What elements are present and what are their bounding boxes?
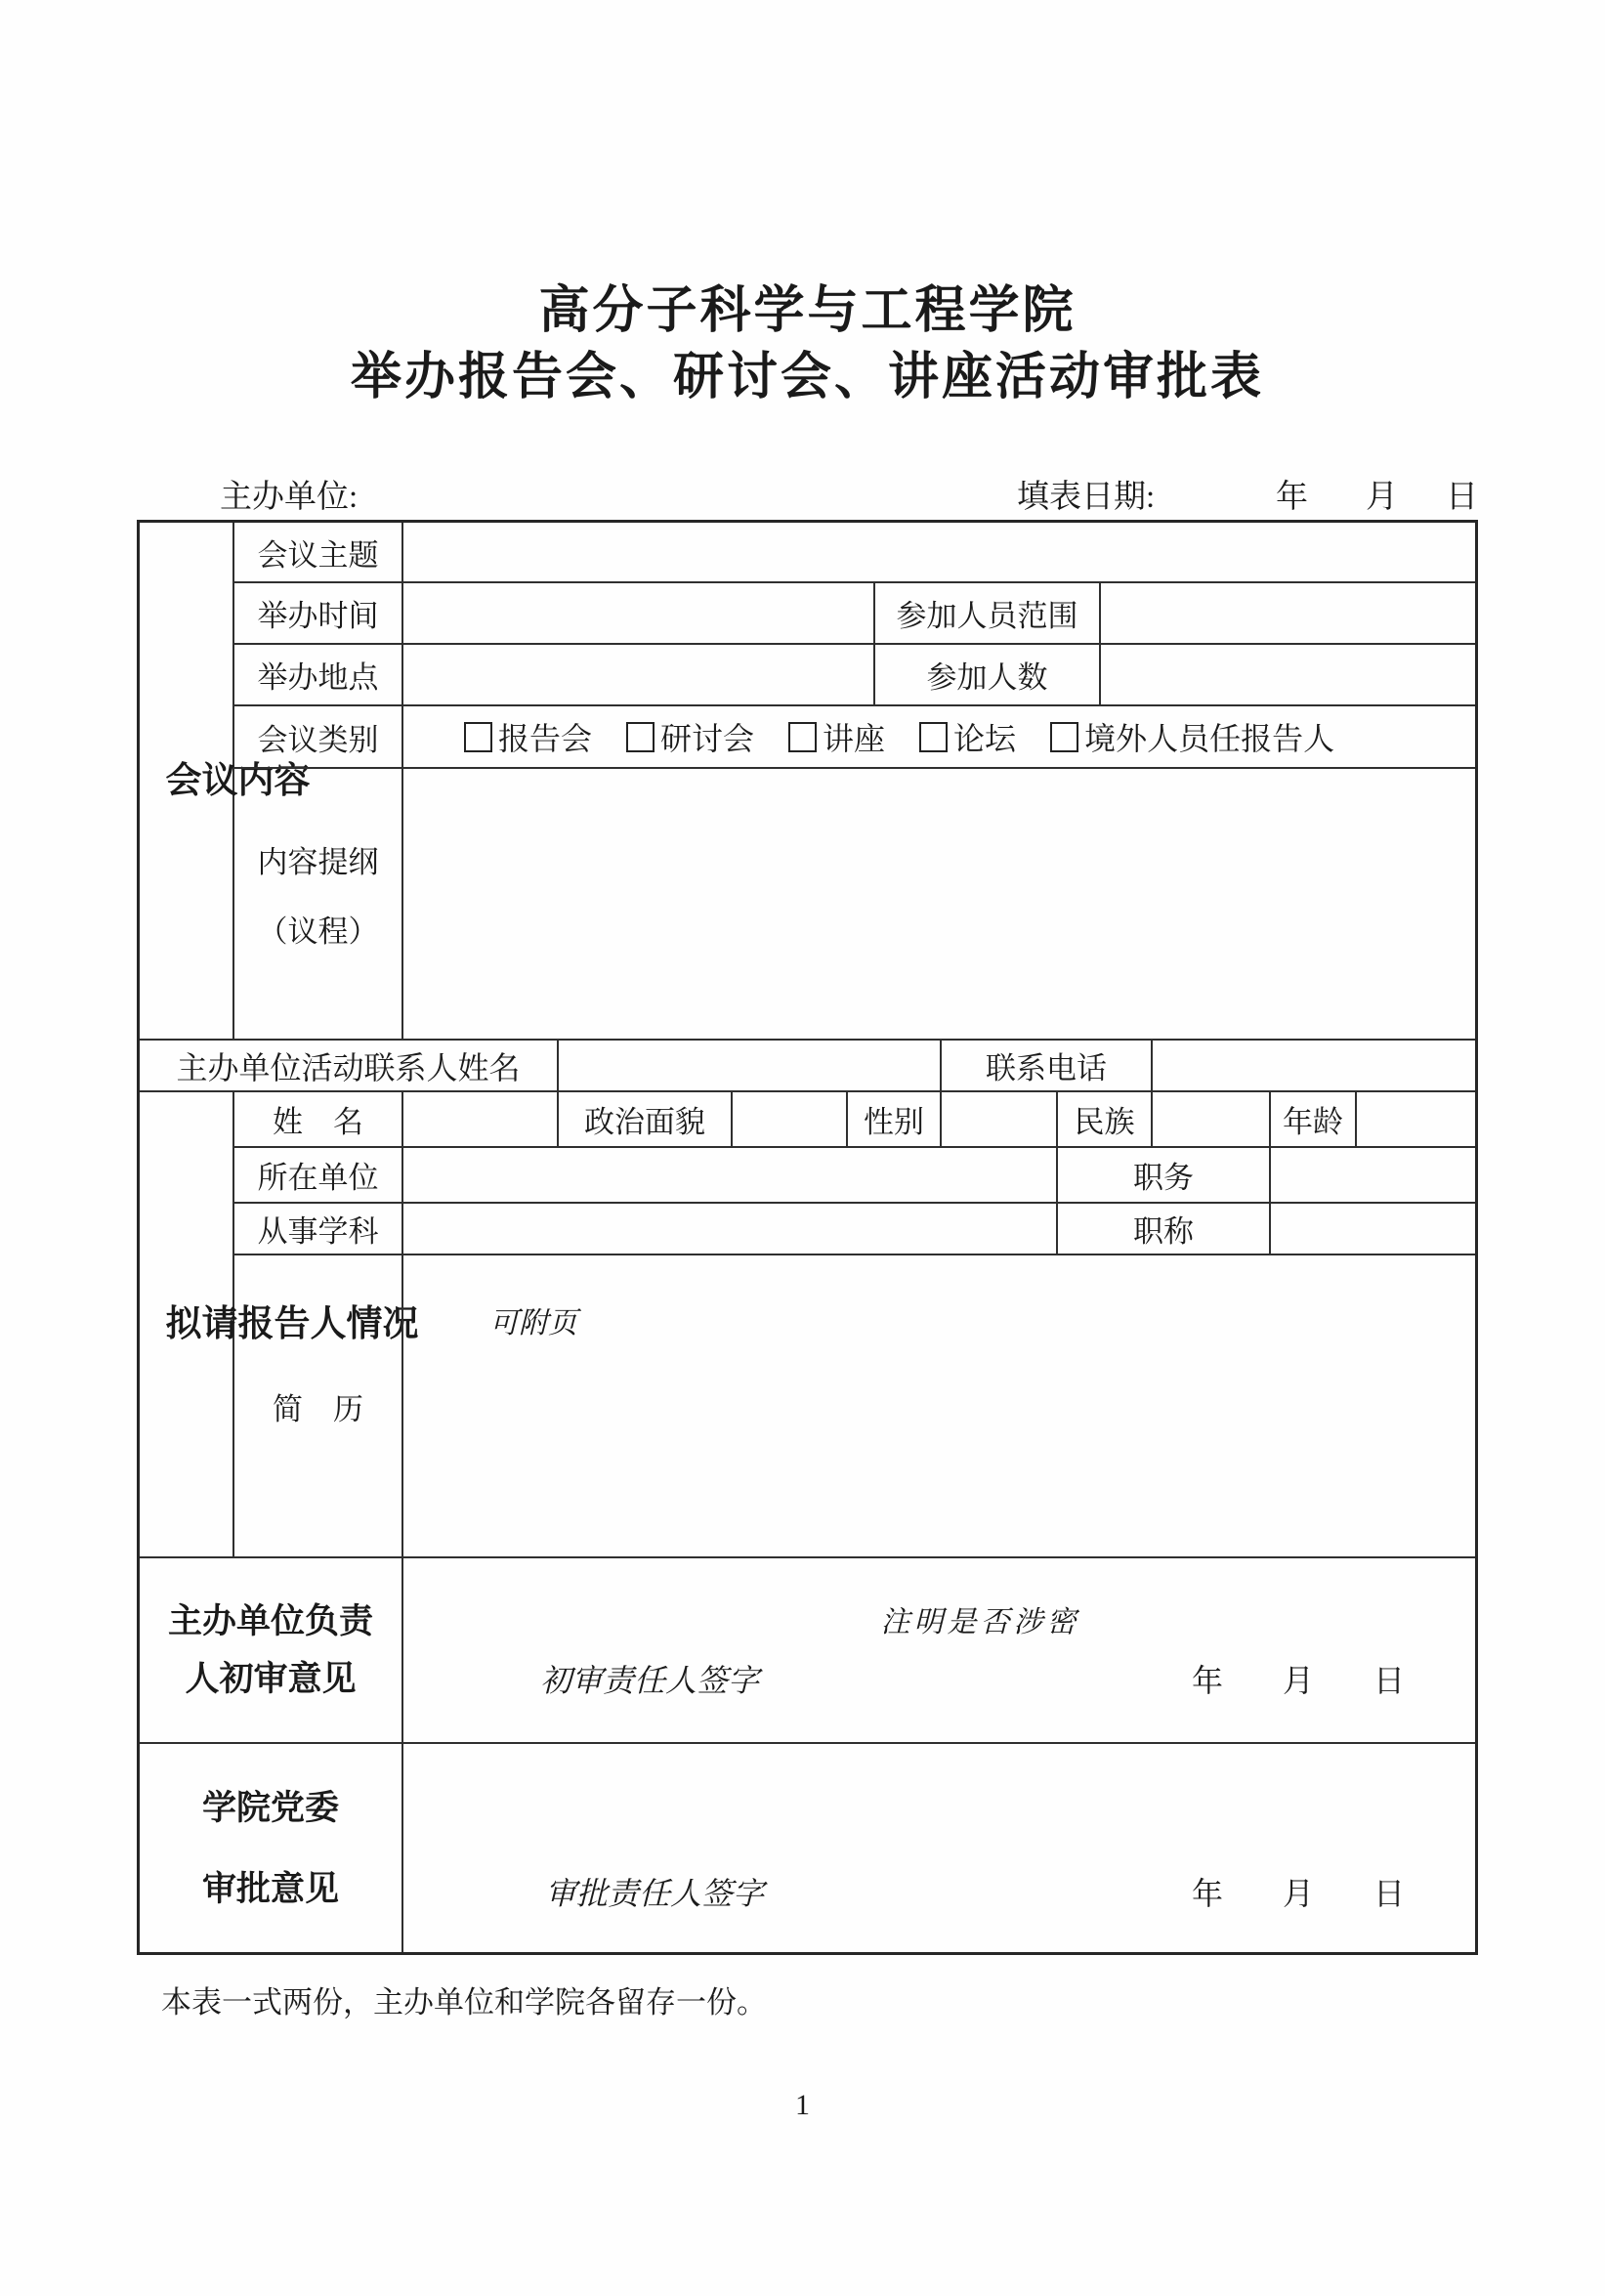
speaker-field-input[interactable] bbox=[403, 1204, 1058, 1255]
meeting-topic-input[interactable] bbox=[403, 523, 1475, 583]
initial-review-day-label: 日 bbox=[1373, 1663, 1405, 1698]
checkbox-icon[interactable] bbox=[919, 722, 948, 752]
approval-label-line2: 审批意见 bbox=[201, 1869, 339, 1908]
fill-date-year-label: 年 bbox=[1276, 480, 1308, 515]
initial-review-month-label: 月 bbox=[1282, 1663, 1314, 1698]
meeting-place-label: 举办地点 bbox=[234, 645, 403, 706]
checkbox-icon[interactable] bbox=[788, 722, 817, 752]
content-outline-label-line1: 内容提纲 bbox=[257, 845, 379, 879]
checkbox-icon[interactable] bbox=[626, 722, 655, 752]
approval-label bbox=[140, 1744, 403, 1952]
checkbox-icon[interactable] bbox=[464, 722, 492, 752]
speaker-unit-label: 所在单位 bbox=[234, 1148, 403, 1204]
speaker-political-input[interactable] bbox=[733, 1092, 848, 1148]
meeting-place-input[interactable] bbox=[403, 645, 875, 706]
contact-name-input[interactable] bbox=[559, 1041, 942, 1092]
approval-sign-row bbox=[545, 1869, 1405, 1914]
meeting-time-input[interactable] bbox=[403, 583, 875, 645]
option-forum[interactable]: 论坛 bbox=[919, 714, 1016, 759]
initial-review-date bbox=[1192, 1656, 1405, 1701]
speaker-resume-label: 简 历 bbox=[234, 1255, 403, 1558]
speaker-ethnic-label: 民族 bbox=[1058, 1092, 1153, 1148]
speaker-title-input[interactable] bbox=[1271, 1204, 1475, 1255]
content-outline-label bbox=[234, 769, 403, 1041]
approval-day-label: 日 bbox=[1373, 1876, 1405, 1911]
approval-month-label: 月 bbox=[1282, 1876, 1314, 1911]
copies-footnote: 本表一式两份，主办单位和学院各留存一份。 bbox=[161, 1985, 767, 2020]
participant-scope-label: 参加人员范围 bbox=[875, 583, 1101, 645]
option-seminar[interactable]: 研讨会 bbox=[626, 714, 754, 759]
meeting-topic-label: 会议主题 bbox=[234, 523, 403, 583]
approval-sign-label: 审批责任人签字 bbox=[545, 1876, 765, 1911]
meeting-time-label: 举办时间 bbox=[234, 583, 403, 645]
participant-count-input[interactable] bbox=[1101, 645, 1475, 706]
page-number: 1 bbox=[795, 2089, 810, 2121]
organizer-input[interactable] bbox=[391, 471, 938, 514]
contact-phone-input[interactable] bbox=[1153, 1041, 1475, 1092]
initial-review-label-line2: 人初审意见 bbox=[185, 1660, 357, 1698]
fill-date-input[interactable] bbox=[1182, 471, 1270, 514]
content-outline-input[interactable] bbox=[403, 769, 1475, 1041]
approval-date bbox=[1192, 1869, 1405, 1914]
contact-name-label: 主办单位活动联系人姓名 bbox=[140, 1041, 559, 1092]
content-outline-label-line2: （议程） bbox=[257, 914, 379, 949]
fill-date-label: 填表日期: bbox=[1017, 480, 1156, 515]
organizer-label: 主办单位: bbox=[220, 480, 359, 515]
speaker-title-label: 职称 bbox=[1058, 1204, 1271, 1255]
initial-review-year-label: 年 bbox=[1191, 1663, 1223, 1698]
initial-review-sign-label: 初审责任人签字 bbox=[540, 1663, 760, 1698]
speaker-age-label: 年龄 bbox=[1271, 1092, 1357, 1148]
form-title-line1: 高分子科学与工程学院 bbox=[538, 282, 1077, 339]
approval-content[interactable] bbox=[403, 1744, 1475, 1952]
initial-review-content[interactable] bbox=[403, 1558, 1475, 1744]
option-foreign-speaker[interactable]: 境外人员任报告人 bbox=[1050, 714, 1334, 759]
participant-scope-input[interactable] bbox=[1101, 583, 1475, 645]
option-lecture[interactable]: 讲座 bbox=[788, 714, 885, 759]
speaker-field-label: 从事学科 bbox=[234, 1204, 403, 1255]
initial-review-sign-row bbox=[540, 1656, 1405, 1701]
form-title-line2: 举办报告会、研讨会、讲座活动审批表 bbox=[350, 349, 1264, 405]
speaker-age-input[interactable] bbox=[1357, 1092, 1475, 1148]
speaker-political-label: 政治面貌 bbox=[559, 1092, 733, 1148]
speaker-duty-input[interactable] bbox=[1271, 1148, 1475, 1204]
fill-date-month-label: 月 bbox=[1366, 480, 1398, 515]
initial-review-label bbox=[140, 1558, 403, 1744]
form-title bbox=[137, 277, 1478, 410]
speaker-ethnic-input[interactable] bbox=[1153, 1092, 1271, 1148]
approval-label-line1: 学院党委 bbox=[201, 1788, 339, 1827]
checkbox-icon[interactable] bbox=[1050, 722, 1078, 752]
participant-count-label: 参加人数 bbox=[875, 645, 1101, 706]
speaker-name-label: 姓 名 bbox=[234, 1092, 403, 1148]
initial-review-label-line1: 主办单位负责 bbox=[167, 1602, 373, 1640]
speaker-duty-label: 职务 bbox=[1058, 1148, 1271, 1204]
speaker-resume-input[interactable] bbox=[403, 1255, 1475, 1558]
secrecy-note: 注明是否涉密 bbox=[880, 1606, 1080, 1638]
speaker-unit-input[interactable] bbox=[403, 1148, 1058, 1204]
speaker-name-input[interactable] bbox=[403, 1092, 559, 1148]
resume-attach-note: 可附页 bbox=[489, 1307, 577, 1339]
meeting-type-options bbox=[403, 706, 1475, 769]
approval-form-table bbox=[137, 520, 1478, 1955]
section-header-proposed-speaker: 拟请报告人情况 bbox=[140, 1092, 234, 1558]
approval-year-label: 年 bbox=[1191, 1876, 1223, 1911]
speaker-gender-label: 性别 bbox=[848, 1092, 942, 1148]
contact-phone-label: 联系电话 bbox=[942, 1041, 1153, 1092]
fill-date-day-label: 日 bbox=[1446, 480, 1478, 515]
section-header-meeting-content: 会议内容 bbox=[140, 523, 234, 1041]
option-report-meeting[interactable]: 报告会 bbox=[464, 714, 592, 759]
speaker-gender-input[interactable] bbox=[942, 1092, 1058, 1148]
meeting-type-label: 会议类别 bbox=[234, 706, 403, 769]
